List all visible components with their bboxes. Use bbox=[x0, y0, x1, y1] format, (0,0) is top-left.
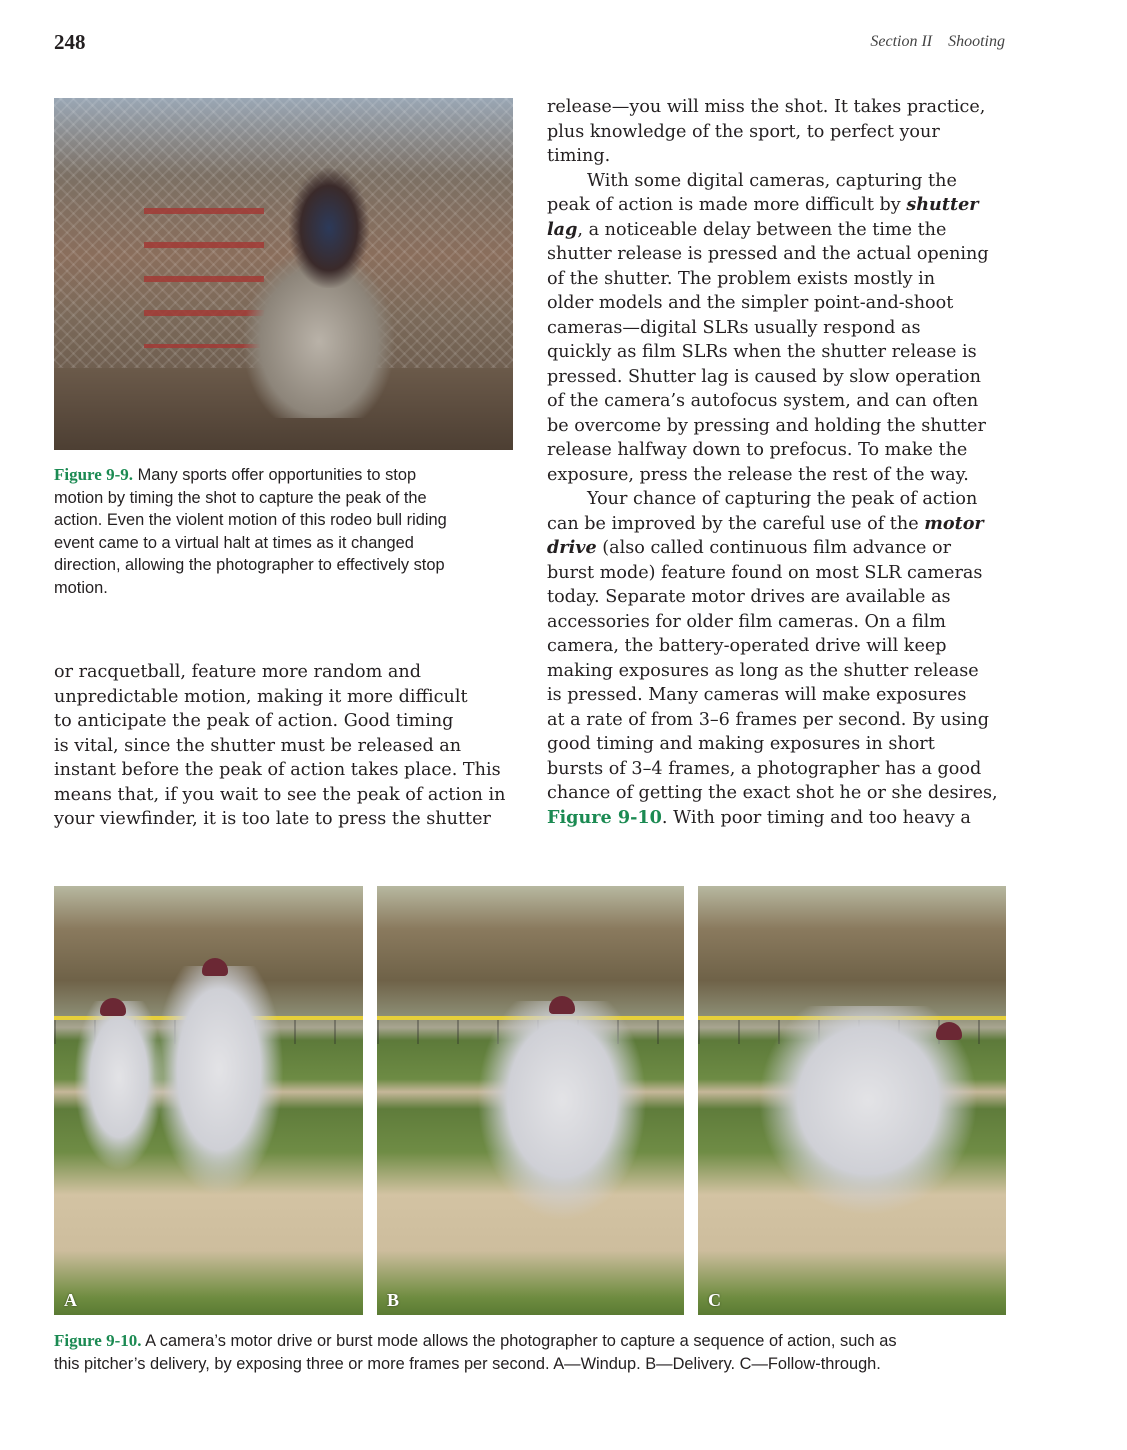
infielder bbox=[74, 1001, 164, 1171]
text-line: good timing and making exposures in short bbox=[547, 734, 935, 754]
text-line bbox=[547, 536, 1007, 561]
text-line: making exposures as long as the shutter release bbox=[547, 660, 979, 681]
pitcher-delivery-photo bbox=[377, 886, 684, 1315]
term-motor-drive: motor bbox=[924, 512, 984, 534]
text-line: release—you will miss the shot. It takes practice, bbox=[547, 97, 986, 117]
panel-label-b: B bbox=[387, 1290, 400, 1310]
text-line: Your chance of capturing the peak of action bbox=[587, 489, 978, 509]
text-fragment: , a noticeable delay between the time the bbox=[577, 219, 947, 240]
text-line: at a rate of from 3–6 frames per second. By using bbox=[547, 709, 989, 730]
figure-9-10-label: Figure 9-10. bbox=[54, 1331, 142, 1350]
text-line: release halfway down to prefocus. To make the bbox=[547, 440, 968, 460]
running-head: Section II Shooting bbox=[870, 33, 1005, 50]
text-line bbox=[547, 512, 1007, 537]
text-line: camera, the battery-operated drive will keep bbox=[547, 636, 947, 656]
figure-9-10-link[interactable]: Figure 9-10 bbox=[547, 806, 662, 828]
pitcher-windup-photo bbox=[54, 886, 363, 1315]
rodeo-bull-riding-photo bbox=[54, 98, 513, 450]
text-line: of the camera’s autofocus system, and can often bbox=[547, 391, 979, 411]
text-line: means that, if you wait to see the peak of action in bbox=[54, 784, 506, 805]
right-column-text bbox=[547, 95, 1007, 830]
text-line: be overcome by pressing and holding the shutter bbox=[547, 415, 986, 436]
term-motor-drive: drive bbox=[547, 537, 597, 558]
caption-line: action. Even the violent motion of this rodeo bull riding bbox=[54, 511, 447, 530]
text-line: With some digital cameras, capturing the bbox=[587, 170, 957, 191]
text-fragment: can be improved by the careful use of the bbox=[547, 513, 925, 534]
pitcher-cap bbox=[202, 958, 228, 976]
text-fragment: . With poor timing and too heavy a bbox=[661, 807, 971, 828]
text-line bbox=[547, 806, 1007, 831]
left-column-text bbox=[54, 660, 519, 832]
caption-line: event came to a virtual halt at times as it changed bbox=[54, 533, 414, 552]
text-line: or racquetball, feature more random and bbox=[54, 662, 421, 682]
text-line: to anticipate the peak of action. Good timing bbox=[54, 711, 454, 731]
text-line bbox=[547, 218, 1007, 243]
text-line: plus knowledge of the sport, to perfect your bbox=[547, 121, 940, 142]
text-line: quickly as film SLRs when the shutter release is bbox=[547, 342, 977, 362]
text-line: accessories for older film cameras. On a film bbox=[547, 611, 946, 632]
text-line: is vital, since the shutter must be released an bbox=[54, 735, 462, 756]
text-line: chance of getting the exact shot he or she desires, bbox=[547, 783, 998, 803]
text-line: unpredictable motion, making it more difficult bbox=[54, 686, 468, 707]
pitcher-follow-through-photo bbox=[698, 886, 1006, 1315]
text-line: cameras—digital SLRs usually respond as bbox=[547, 317, 921, 338]
text-line: exposure, press the release the rest of the way. bbox=[547, 464, 969, 485]
caption-line: A camera’s motor drive or burst mode allows the photographer to capture a sequence of action, such as bbox=[141, 1332, 897, 1350]
caption-line: this pitcher’s delivery, by exposing three or more frames per second. A—Windup. B—Delivery. C—Follow-through. bbox=[54, 1354, 881, 1373]
pitcher bbox=[154, 966, 284, 1196]
figure-9-10-caption bbox=[54, 1330, 1014, 1375]
figure-9-9-label: Figure 9-9. bbox=[54, 465, 134, 484]
figure-9-9-caption bbox=[54, 464, 514, 600]
panel-label-a: A bbox=[64, 1290, 77, 1310]
pitcher-cap bbox=[549, 996, 575, 1014]
panel-label-c: C bbox=[708, 1290, 721, 1310]
text-line: pressed. Shutter lag is caused by slow operation bbox=[547, 366, 981, 387]
text-line: bursts of 3–4 frames, a photographer has a good bbox=[547, 758, 982, 779]
pitcher bbox=[477, 1001, 647, 1221]
text-line: your viewfinder, it is too late to press the shutter bbox=[54, 809, 491, 829]
term-shutter-lag: lag bbox=[547, 218, 578, 240]
caption-line: direction, allowing the photographer to effectively stop bbox=[54, 556, 445, 575]
text-fragment: peak of action is made more difficult by bbox=[547, 195, 907, 215]
term-shutter-lag: shutter bbox=[906, 194, 979, 215]
text-line: is pressed. Many cameras will make exposures bbox=[547, 685, 967, 705]
text-line: shutter release is pressed and the actual opening bbox=[547, 244, 989, 264]
text-line: today. Separate motor drives are available as bbox=[547, 587, 951, 607]
text-line: older models and the simpler point-and-shoot bbox=[547, 293, 954, 313]
text-line: burst mode) feature found on most SLR cameras bbox=[547, 562, 983, 583]
caption-line: motion by timing the shot to capture the peak of the bbox=[54, 488, 427, 507]
page-number: 248 bbox=[54, 30, 86, 54]
rider bbox=[289, 168, 369, 288]
caption-line: motion. bbox=[54, 578, 108, 597]
text-fragment: (also called continuous film advance or bbox=[596, 538, 952, 558]
text-line: of the shutter. The problem exists mostly in bbox=[547, 268, 936, 289]
text-line: instant before the peak of action takes place. This bbox=[54, 760, 501, 780]
text-line bbox=[547, 193, 1007, 218]
text-line: timing. bbox=[547, 146, 611, 166]
caption-line: Many sports offer opportunities to stop bbox=[133, 466, 417, 484]
